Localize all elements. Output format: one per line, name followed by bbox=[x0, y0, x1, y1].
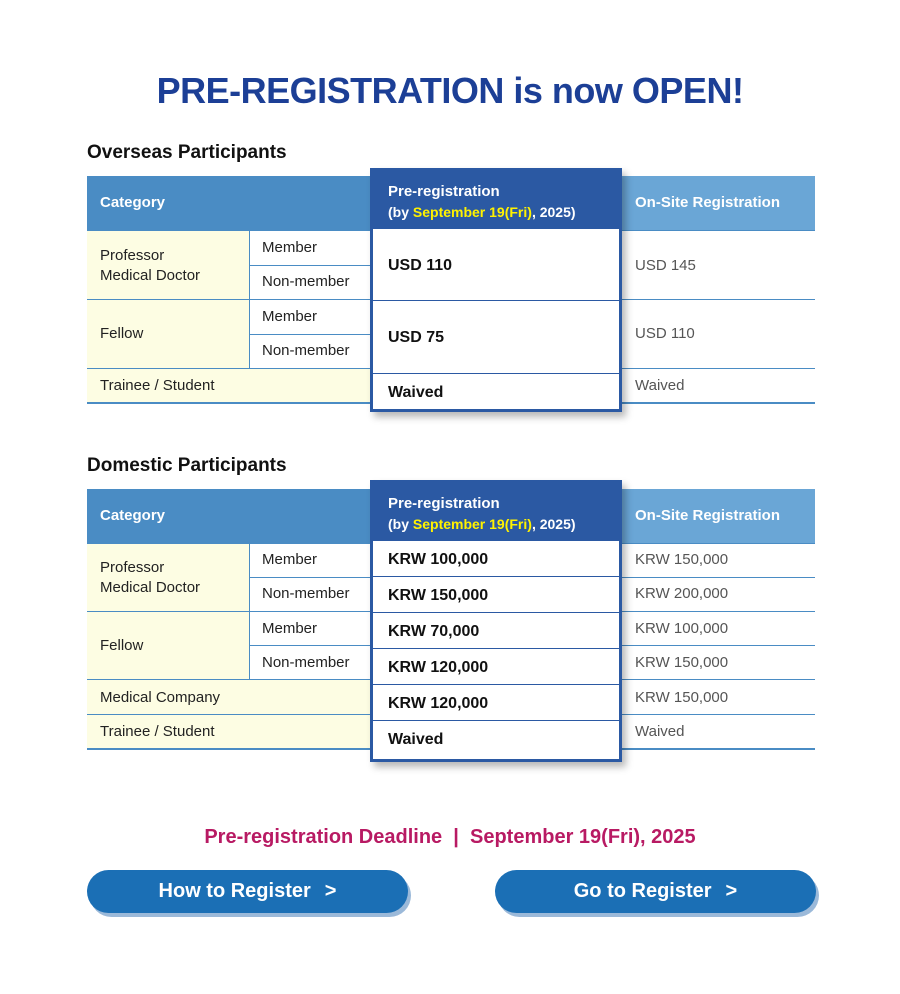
pre-fellow-nonmember-fee: KRW 120,000 bbox=[388, 659, 489, 676]
pre-professor-nonmember-fee: KRW 150,000 bbox=[388, 587, 489, 604]
fellow-member-label: Member bbox=[262, 308, 318, 325]
trainee-category: Trainee / Student bbox=[100, 377, 215, 394]
category-header: Category bbox=[100, 507, 166, 524]
preregistration-header: Pre-registration (by September 19(Fri), 2025) bbox=[373, 483, 619, 541]
pre-trainee-fee: Waived bbox=[388, 384, 444, 401]
deadline-text: Pre-registration Deadline | September 19(Fri), 2025 bbox=[204, 826, 696, 848]
go-to-register-label: Go to Register bbox=[573, 880, 712, 902]
preregistration-header: Pre-registration (by September 19(Fri), 2025) bbox=[373, 171, 619, 229]
pre-fellow-member-fee: KRW 70,000 bbox=[388, 623, 480, 640]
onsite-header: On-Site Registration bbox=[635, 507, 781, 524]
chevron-right-icon: > bbox=[324, 880, 337, 902]
onsite-fellow-nonmember-fee: KRW 150,000 bbox=[635, 654, 729, 671]
domestic-section-title: Domestic Participants bbox=[87, 455, 287, 476]
onsite-trainee-fee: Waived bbox=[635, 723, 685, 740]
pre-trainee-fee: Waived bbox=[388, 731, 444, 748]
how-to-register-label: How to Register bbox=[158, 880, 311, 902]
onsite-professor-nonmember-fee: KRW 200,000 bbox=[635, 585, 729, 602]
pre-professor-member-fee: KRW 100,000 bbox=[388, 551, 489, 568]
fellow-nonmember-label: Non-member bbox=[262, 342, 350, 359]
fellow-category: Fellow bbox=[100, 637, 144, 654]
fellow-nonmember-label: Non-member bbox=[262, 654, 350, 671]
pre-professor-fee: USD 110 bbox=[388, 257, 453, 274]
onsite-professor-member-fee: KRW 150,000 bbox=[635, 551, 729, 568]
onsite-company-fee: KRW 150,000 bbox=[635, 689, 729, 706]
pre-fellow-fee: USD 75 bbox=[388, 329, 445, 346]
fellow-category: Fellow bbox=[100, 325, 144, 342]
professor-nonmember-label: Non-member bbox=[262, 273, 350, 290]
overseas-section-title: Overseas Participants bbox=[87, 142, 287, 163]
pre-company-fee: KRW 120,000 bbox=[388, 695, 489, 712]
onsite-header: On-Site Registration bbox=[635, 194, 781, 211]
page-title: PRE-REGISTRATION is now OPEN! bbox=[156, 70, 744, 111]
onsite-fellow-fee: USD 110 bbox=[635, 325, 695, 342]
professor-member-label: Member bbox=[262, 239, 318, 256]
domestic-preregistration-box bbox=[370, 480, 622, 762]
chevron-right-icon: > bbox=[725, 880, 738, 902]
professor-member-label: Member bbox=[262, 551, 318, 568]
onsite-fellow-member-fee: KRW 100,000 bbox=[635, 620, 729, 637]
professor-nonmember-label: Non-member bbox=[262, 585, 350, 602]
how-to-register-button[interactable] bbox=[87, 870, 408, 913]
onsite-professor-fee: USD 145 bbox=[635, 257, 696, 274]
company-category: Medical Company bbox=[100, 689, 221, 706]
overseas-preregistration-box bbox=[370, 168, 622, 412]
onsite-trainee-fee: Waived bbox=[635, 377, 685, 394]
professor-category: Professor Medical Doctor bbox=[100, 247, 201, 284]
professor-category: Professor Medical Doctor bbox=[100, 559, 201, 596]
trainee-category: Trainee / Student bbox=[100, 723, 215, 740]
category-header: Category bbox=[100, 194, 166, 211]
go-to-register-button[interactable] bbox=[495, 870, 816, 913]
fellow-member-label: Member bbox=[262, 620, 318, 637]
